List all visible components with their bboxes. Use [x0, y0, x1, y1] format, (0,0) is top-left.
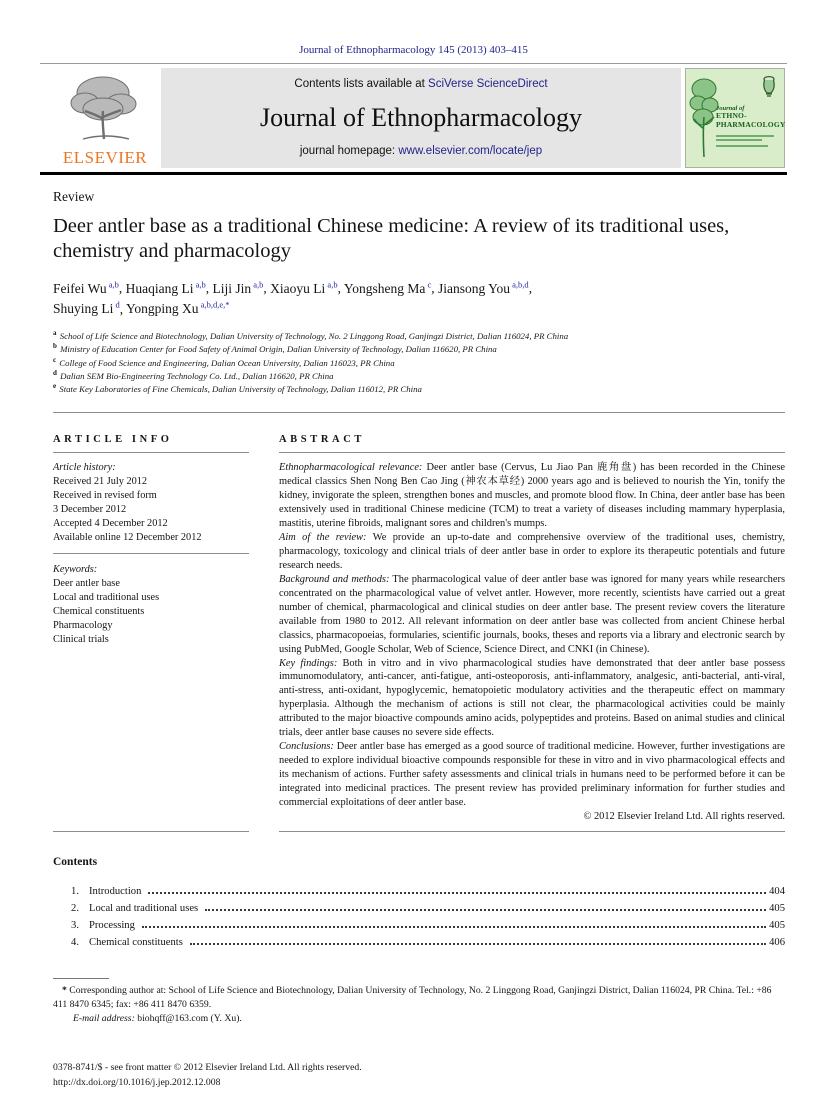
table-of-contents [53, 884, 785, 952]
author-name: Yongsheng Ma $^c$ [343, 279, 432, 296]
author-name: Shuying Li $^d$ [53, 299, 120, 317]
author-name: Liji Jin $^{a,b}$ [212, 279, 264, 296]
contents-heading: Contents [53, 856, 98, 869]
article-info-heading: ARTICLE INFO [53, 433, 173, 445]
toc-dot-leader [148, 892, 766, 894]
history-line: Received 21 July 2012 [53, 475, 148, 487]
toc-page-number: 405 [769, 920, 785, 932]
masthead [53, 68, 785, 168]
toc-entry[interactable] [53, 901, 785, 918]
abstract-paragraph-label: Key findings: [279, 657, 338, 669]
journal-cover-thumbnail[interactable] [685, 68, 785, 168]
running-head: Journal of Ethnopharmacology 145 (2013) 403–415 [299, 44, 528, 56]
affiliation-line: $^b$ Ministry of Education Center for Food Safety of Animal Origin, Dalian University of Technology, Dalian 116620, PR China [53, 342, 497, 355]
abstract-paragraph-label: Background and methods: [279, 573, 390, 585]
article-history-lines [53, 475, 249, 545]
affiliation-list [53, 329, 785, 396]
toc-title[interactable]: Processing [89, 920, 135, 932]
cover-subtext-bars [716, 135, 774, 149]
journal-title: Journal of Ethnopharmacology [259, 102, 583, 132]
article-info-column [53, 413, 249, 833]
email-line [73, 1012, 785, 1026]
abstract-column [279, 413, 785, 833]
cover-title-line1: Journal of [716, 105, 745, 112]
keyword-line: Pharmacology [53, 619, 113, 631]
history-line: Accepted 4 December 2012 [53, 517, 168, 529]
article-type-label: Review [53, 189, 95, 204]
footnote-block [53, 978, 785, 1025]
author-affiliation-sup: d [113, 299, 120, 310]
imprint-block [53, 1061, 785, 1090]
masthead-thick-rule [40, 172, 787, 175]
sciverse-sciencedirect-link[interactable]: SciVerse ScienceDirect [428, 78, 548, 90]
abstract-paragraph: Background and methods: The pharmacological value of deer antler base was ignored for many years while researchers concentrated on the pharmacological value of velvet antler. However, more recently, scientists have carried out a great number of chemical, pharmacological and clinical studies on deer antler base. The present review covers the literature available from 1980 to 2012. All relevant information on deer antler base was collected from ancient Chinese herbal classics, pharmacopoeias, formularies, scientific journals, books, theses and reports via a library and electronic search by using PubMed, Google Scholar, Web of Science, Science Direct, and CNKI (in Chinese). [279, 573, 785, 655]
abstract-paragraph-label: Ethnopharmacological relevance: [279, 461, 423, 473]
affiliation-sup: c [53, 355, 57, 364]
affiliation-line: $^e$ State Key Laboratories of Fine Chemicals, Dalian University of Technology, Dalian 116012, PR China [53, 382, 422, 395]
header-divider [40, 63, 787, 64]
author-affiliation-sup: a,b [106, 279, 119, 290]
toc-title[interactable]: Chemical constituents [89, 937, 183, 949]
author-affiliation-sup: a,b,d,e,* [198, 299, 230, 310]
article-history [53, 461, 249, 545]
contents-section [53, 856, 785, 952]
info-abstract-section [53, 412, 785, 833]
issn-copyright-line: 0378-8741/$ - see front matter © 2012 Elsevier Ireland Ltd. All rights reserved. [53, 1062, 362, 1074]
abstract-paragraph: Ethnopharmacological relevance: Deer antler base (Cervus, Lu Jiao Pan 鹿角盘) has been recorded in the Chinese medical classics Shen Nong Ben Cao Jing (神农本草经) 2000 years ago and is believed to nourish the Yin, tonify the kidney, invigorate the spleen, strengthen bones and muscles, and promote blood flow. In China, deer antler base has been extensively used in traditional Chinese medicine (TCM) to treat a variety of diseases including mammary hyperplasia, mastitis, uterine fibroids, malignant sores and children's mumps. [279, 461, 785, 529]
history-line: Available online 12 December 2012 [53, 531, 202, 543]
contents-availability-prefix: Contents lists available at [294, 78, 429, 90]
abstract-paragraph: Key findings: Both in vitro and in vivo pharmacological studies have demonstrated that deer antler base possess immunomodulatory, anti-cancer, anti-fatigue, anti-osteoporosis, anti-inflammatory, analgesic, anti-bacterial, anti-viral, anti-stress, anti-oxidant, hypoglycemic, hematopoietic modulatory activities and the therapeutic effect on mammary hyperplasia. Although the mechanism of actions is still not clear, the pharmacological activities could be mainly attributed to the major bioactive compounds amino acids, polypeptides and proteins. Based on animal studies and clinical trials, deer antler base causes no severe side effects. [279, 657, 785, 739]
email-owner: (Y. Xu). [208, 1012, 242, 1024]
affiliation-line: $^d$ Dalian SEM Bio-Engineering Technology Co. Ltd., Dalian 116620, PR China [53, 368, 334, 381]
keywords-label: Keywords: [53, 563, 98, 575]
keyword-line: Deer antler base [53, 577, 120, 589]
masthead-center [161, 68, 681, 168]
history-line: 3 December 2012 [53, 503, 127, 515]
abstract-heading-rule [279, 452, 785, 453]
keyword-line: Chemical constituents [53, 605, 145, 617]
cover-title-line3: PHARMACOLOGY [716, 120, 786, 130]
homepage-prefix: journal homepage: [299, 145, 399, 157]
column-gutter [249, 413, 279, 833]
author-name: Xiaoyu Li $^{a,b}$ [270, 279, 338, 296]
author-affiliation-sup: a,b [193, 279, 206, 290]
toc-dot-leader [190, 943, 766, 945]
keywords-block [53, 563, 249, 647]
author-name: Feifei Wu $^{a,b}$ [53, 279, 119, 296]
abstract-paragraph-label: Conclusions: [279, 741, 334, 753]
article-history-label: Article history: [53, 461, 116, 473]
abstract-paragraph-label: Aim of the review: [279, 531, 367, 543]
toc-number: 3. [71, 920, 79, 932]
toc-entry[interactable] [53, 884, 785, 901]
abstract-body [279, 461, 785, 811]
keywords-lines [53, 577, 249, 647]
abstract-heading: ABSTRACT [279, 433, 365, 445]
history-line: Received in revised form [53, 489, 157, 501]
affiliation-sup: d [53, 368, 57, 377]
keyword-line: Clinical trials [53, 633, 109, 645]
toc-entry[interactable] [53, 935, 785, 952]
email-label: E-mail address: [73, 1012, 135, 1024]
affiliation-line: $^a$ School of Life Science and Biotechnology, Dalian University of Technology, No. 2 Linggong Road, Ganjingzi District, Dalian 116024, PR China [53, 328, 569, 341]
toc-page-number: 405 [769, 903, 785, 915]
abstract-paragraph: Conclusions: Deer antler base has emerged as a good source of traditional medicine. However, further investigations are needed to explore individual bioactive compounds responsible for these in vitro and in vivo pharmacological effects and its mechanism of actions. Further safety assessments and clinical trials in humans need to be performed before it can be integrated into medicinal practices. The present review has provided preliminary information for further studies and commercial exploitations of deer antler base. [279, 741, 785, 809]
author-affiliation-sup: c [425, 279, 432, 290]
toc-title[interactable]: Local and traditional uses [89, 903, 199, 915]
email-link[interactable]: biohqff@163.com [134, 1012, 209, 1024]
affiliation-sup: b [53, 342, 57, 351]
cover-title-line2: ETHNO- [716, 111, 747, 121]
toc-dot-leader [142, 926, 766, 928]
corresponding-author-text: Corresponding author at: School of Life Science and Biotechnology, Dalian University of Technology, No. 2 Linggong Road, Ganjingzi District, Dalian 116024, PR China. Tel.: +86 411 8470 6345; fax: +86 411 8470 6359. [53, 985, 772, 1010]
footnote-asterisk: * [62, 985, 67, 997]
affiliation-line: $^c$ College of Food Science and Engineering, Dalian Ocean University, Dalian 116023, PR China [53, 355, 395, 368]
journal-homepage-link[interactable]: www.elsevier.com/locate/jep [398, 145, 543, 157]
toc-page-number: 404 [769, 886, 785, 898]
journal-homepage-line [300, 145, 542, 157]
toc-number: 2. [71, 903, 79, 915]
article-info-mid-rule [53, 553, 249, 554]
author-name: Jiansong You $^{a,b,d}$ [438, 279, 529, 296]
author-affiliation-sup: a,b [251, 279, 264, 290]
toc-number: 1. [71, 886, 79, 898]
toc-title[interactable]: Introduction [89, 886, 142, 898]
elsevier-wordmark: ELSEVIER [62, 148, 148, 167]
article-title: Deer antler base as a traditional Chinese medicine: A review of its traditional uses, chemistry and pharmacology [53, 215, 730, 262]
elsevier-tree-icon [63, 71, 147, 148]
keyword-line: Local and traditional uses [53, 591, 160, 603]
toc-number: 4. [71, 937, 79, 949]
footnote-rule [53, 978, 109, 979]
toc-page-number: 406 [769, 937, 785, 949]
contents-availability-line [294, 78, 547, 90]
author-affiliation-sup: a,b [325, 279, 338, 290]
affiliation-sup: a [53, 328, 57, 337]
elsevier-logo[interactable] [53, 68, 157, 168]
author-name: Huaqiang Li $^{a,b}$ [125, 279, 206, 296]
affiliation-sup: e [53, 382, 57, 391]
author-list: Feifei Wu $^{a,b}$, Huaqiang Li $^{a,b}$, Liji Jin $^{a,b}$, Xiaoyu Li $^{a,b}$, Yongsheng Ma $^c$, Jiansong You $^{a,b,d}$, Shuying Li $^d$, Yongping Xu $^{a,b,d,e,*}$ [53, 279, 533, 317]
article-info-heading-rule [53, 452, 249, 453]
toc-dot-leader [205, 909, 766, 911]
corresponding-author-note [53, 984, 785, 1012]
author-name: Yongping Xu $^{a,b,d,e,*}$ [126, 299, 230, 317]
doi-link[interactable]: http://dx.doi.org/10.1016/j.jep.2012.12.008 [53, 1076, 221, 1088]
cover-title [716, 105, 785, 130]
author-affiliation-sup: a,b,d [510, 279, 529, 290]
copyright-line: © 2012 Elsevier Ireland Ltd. All rights reserved. [583, 811, 785, 823]
abstract-paragraph: Aim of the review: We provide an up-to-date and comprehensive overview of the traditional uses, chemistry, pharmacology, toxicology and clinical trials of deer antler base in order to explore its therapeutic potentials and future research needs. [279, 531, 785, 571]
toc-entry[interactable] [53, 918, 785, 935]
